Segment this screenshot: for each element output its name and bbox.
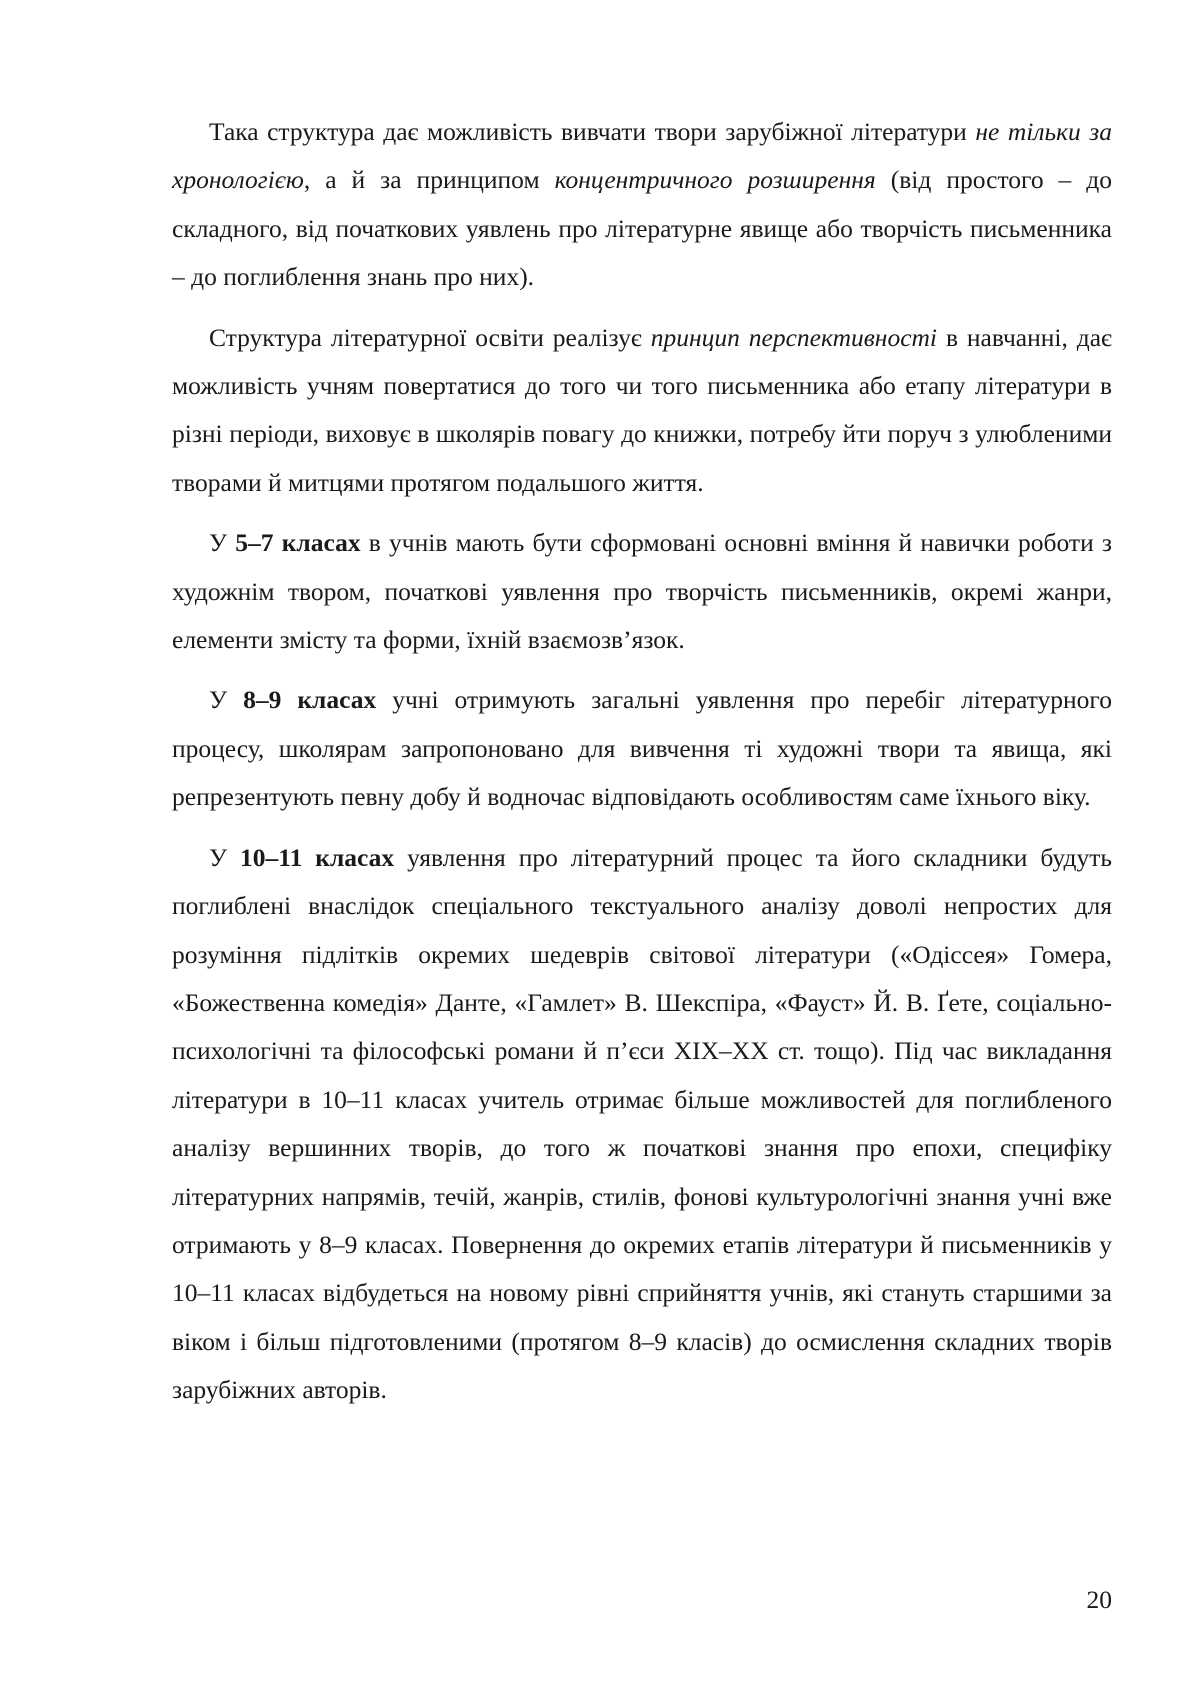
text-segment: уявлення про літературний процес та його складники будуть поглиблені внаслідок спеціального текстуального аналізу доволі непростих для розуміння підлітків окремих шедеврів світової літератури («Одіссея» Гомера, «Божественна комедія» Данте, «Гамлет» В. Шекспіра, «Фауст» Й. В. Ґете, соціально-психологічні та філософські романи й п’єси XIX–XX ст. тощо). Під час викладання літератури в 10–11 класах учитель отримає більше можливостей для поглибленого аналізу вершинних творів, до того ж початкові знання про епохи, специфіку літературних напрямів, течій, жанрів, стилів, фонові культурологічні знання учні вже отримають у 8–9 класах. Повернення до окремих етапів літератури й письменників у 10–11 класах відбудеться на новому рівні сприйняття учнів, які стануть старшими за віком і більш підготовленими (протягом 8–9 класів) до осмислення складних творів зарубіжних авторів. [172,842,1112,1405]
paragraph-perspective-principle [172,314,1112,508]
text-segment: в навчанні, дає можливість учням повертатися до того чи того письменника або етапу літератури в різні періоди, виховує в школярів повагу до книжки, потребу йти поруч з улюбленими творами й митцями протягом подальшого життя. [172,322,1112,497]
page-body [172,108,1112,1427]
text-segment: У [209,685,244,715]
italic-phrase: не тільки за хронологією [172,117,1112,195]
paragraph-grades-5-7 [172,519,1112,664]
paragraph-structure-chronology [172,108,1112,302]
text-segment: Структура літературної освіти реалізує [209,322,651,352]
italic-phrase: принцип перспективності [650,322,938,352]
text-segment: в учнів мають бути сформовані основні вміння й навички роботи з художнім твором, початкові уявлення про творчість письменників, окремі жанри, елементи змісту та форми, їхній взаємозв’язок. [172,528,1112,655]
page-number: 20 [1086,1585,1112,1614]
paragraph-grades-10-11 [172,834,1112,1415]
bold-phrase: 5–7 класах [235,528,361,558]
text-segment: У [209,842,241,872]
bold-phrase: 8–9 класах [243,685,377,715]
bold-phrase: 10–11 класах [240,842,395,872]
italic-phrase: концентричного розширення [554,165,876,195]
text-segment: , а й за принципом [303,165,555,195]
text-segment: учні отримують загальні уявлення про перебіг літературного процесу, школярам запропоновано для вивчення ті художні твори та явища, які репрезентують певну добу й водночас відповідають особливостям саме їхнього віку. [172,685,1112,812]
paragraph-grades-8-9 [172,676,1112,821]
text-segment: У [209,528,236,558]
text-segment: (від простого – до складного, від початкових уявлень про літературне явище або творчість письменника – до поглиблення знань про них). [172,165,1113,292]
text-segment: Така структура дає можливість вивчати твори зарубіжної літератури [209,117,976,146]
